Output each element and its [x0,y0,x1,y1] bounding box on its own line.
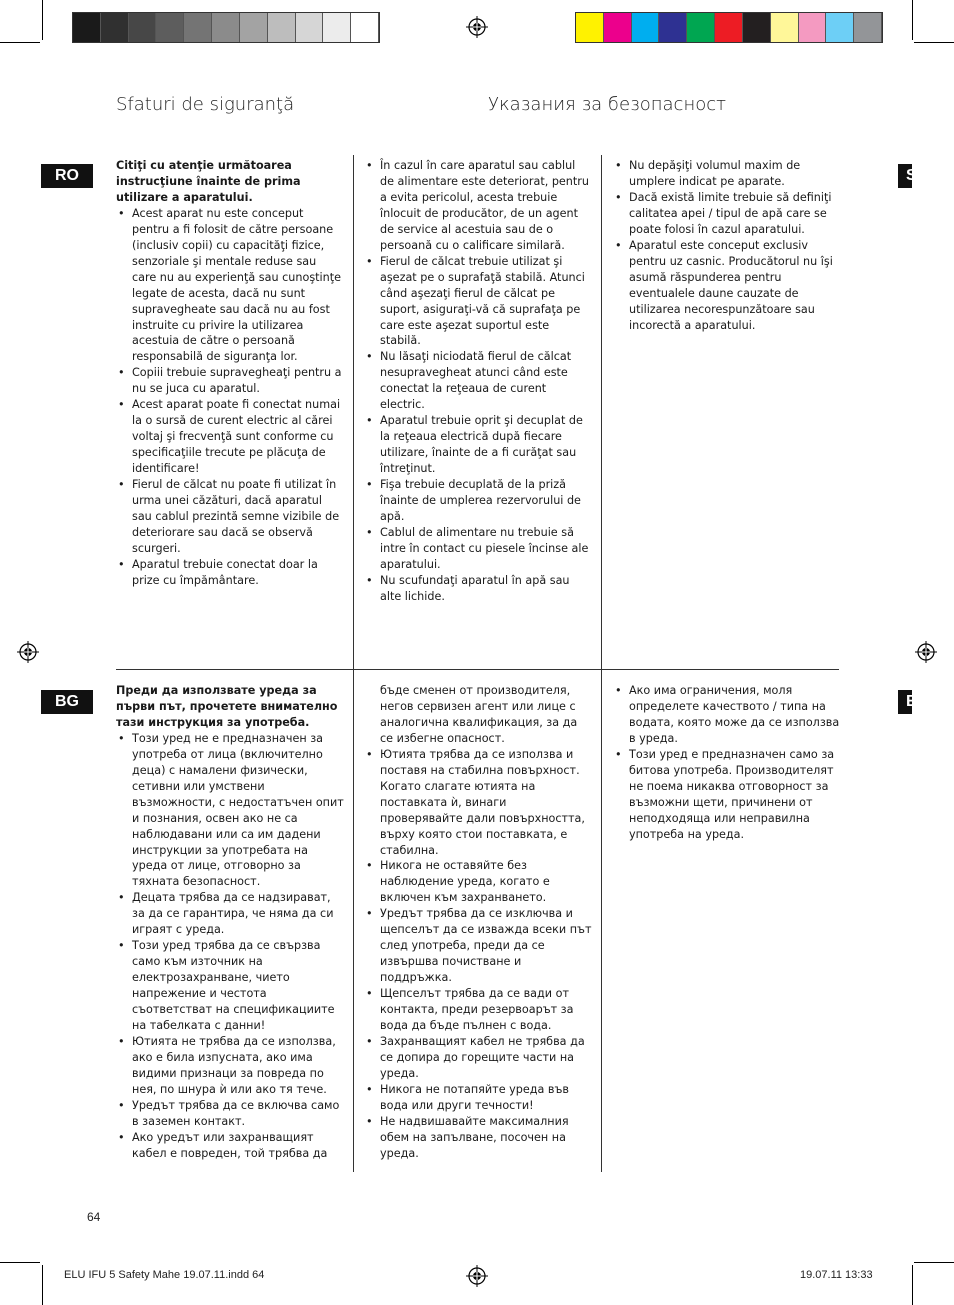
list-item: • Уредът трябва да се включва само в заземен контакт. [116,1098,344,1130]
list-item: • Fierul de călcat trebuie utilizat şi aşezat pe o suprafaţă stabilă. Atunci când aşezaţi fierul de călcat pe suport, asiguraţi-vă că suprafaţa pe care este aşezat suportul este stabilă. [364,254,592,350]
ro-column-2 [364,158,592,605]
list-item: • Този уред е предназначен само за битова употреба. Производителят не поема никаква отговорност за възможни щети, причинени от неподходяща или неправилна употреба на уреда. [613,747,841,843]
list-item: • Copiii trebuie supravegheaţi pentru a nu se juca cu aparatul. [116,365,344,397]
list-item: • Nu scufundaţi aparatul în apă sau alte lichide. [364,573,592,605]
color-swatch [323,13,351,42]
page-number: 64 [87,1210,101,1224]
crop-mark [912,0,913,40]
color-swatch [659,13,687,42]
bg-continuation: бъде сменен от производителя, негов сервизен агент или лице с аналогична квалификация, за да се избегне опасност. [380,684,578,745]
registration-mark-icon [915,641,937,663]
list-item: • În cazul în care aparatul sau cablul de alimentare este deteriorat, pentru a evita pericolul, acesta trebuie înlocuit de producător, de un agent de service al acestuia sau de o persoană cu o calificare similară. [364,158,592,254]
list-item: • Aparatul este conceput exclusiv pentru uz casnic. Producătorul nu îşi asumă răspunderea pentru eventualele daune cauzate de utilizarea necorespunzătoare sau incorectă a aparatului. [613,238,841,334]
color-swatch [604,13,632,42]
color-swatch [351,13,379,42]
list-item: • Nu lăsaţi niciodată fierul de călcat nesupravegheat atunci când este conectat la reţeaua de curent electric. [364,349,592,413]
list-item: • Acest aparat nu este conceput pentru a fi folosit de către persoane (inclusiv copii) cu capacităţi fizice, senzoriale şi mentale reduse sau care nu au experienţă sau cunoştinţe legate de acesta, dacă nu sunt supravegheate sau dacă nu au fost instruite cu privire la utilizarea acestuia de către o persoană responsabilă de siguranţa lor. [116,206,344,366]
list-item: • Aparatul trebuie conectat doar la prize cu împământare. [116,557,344,589]
list-item: • Cablul de alimentare nu trebuie să intre în contact cu piesele încinse ale aparatului. [364,525,592,573]
crop-mark [0,1262,40,1263]
bg-column-1 [116,683,344,1162]
ro-intro: Citiţi cu atenţie următoarea instrucţiune înainte de prima utilizare a aparatului. [116,159,301,204]
list-item: • Fişa trebuie decuplată de la priză înainte de umplerea rezervorului de apă. [364,477,592,525]
list-item: • Никога не оставяйте без наблюдение уреда, когато е включен към захранването. [364,858,592,906]
color-swatch [296,13,324,42]
registration-mark-icon [466,16,488,38]
color-swatch [240,13,268,42]
bg-list-3 [613,683,841,843]
bg-column-2 [364,683,592,1162]
registration-mark-icon [17,641,39,663]
color-swatch [576,13,604,42]
crop-mark [0,42,40,43]
ro-list-3 [613,158,841,333]
list-item: • Никога не потапяйте уреда във вода или други течности! [364,1082,592,1114]
gray-calibration-bar [72,12,380,43]
color-swatch [771,13,799,42]
bg-column-3 [613,683,841,843]
language-tag-ro: RO [41,164,93,188]
color-swatch [101,13,129,42]
column-divider [353,669,354,1172]
color-swatch [129,13,157,42]
color-swatch [743,13,771,42]
list-item: • Ютията не трябва да се използва, ако е била изпусната, ако има видими признаци за повреда по нея, по шнура ѝ или ако тя тече. [116,1034,344,1098]
color-swatch [826,13,854,42]
language-tag-edge: E [898,690,912,714]
section-divider [116,669,839,670]
ro-list-2 [364,158,592,605]
column-divider [353,155,354,669]
file-info: ELU IFU 5 Safety Mahe 19.07.11.indd 64 [64,1269,265,1281]
color-swatch [632,13,660,42]
list-item: • Не надвишавайте максималния обем на запълване, посочен на уреда. [364,1114,592,1162]
color-calibration-bar [575,12,883,43]
list-item: • Fierul de călcat nu poate fi utilizat în urma unei căzături, dacă aparatul sau cablul prezintă semne vizibile de deteriorare sau dacă se observă scurgeri. [116,477,344,557]
list-item: • Acest aparat poate fi conectat numai la o sursă de curent electric al cărei voltaj şi frecvenţă sunt conforme cu specificaţiile trecute pe plăcuţa de identificare! [116,397,344,477]
color-swatch [687,13,715,42]
list-item: • Този уред не е предназначен за употреба от лица (включително деца) с намалени физически, сетивни или умствени възможности, с недостатъчен опит и познания, освен ако не са наблюдавани или са им дадени инструкции за употребата на уреда от лице, отговорно за тяхната безопасност. [116,731,344,891]
list-item: • Този уред трябва да се свързва само към източник на електрозахранване, чието напрежение и честота съответстват на спецификациите на табелката с данни! [116,938,344,1034]
color-swatch [184,13,212,42]
color-swatch [715,13,743,42]
crop-mark [914,1262,954,1263]
color-swatch [212,13,240,42]
color-swatch [799,13,827,42]
page-title-ro: Sfaturi de siguranţă [116,94,295,115]
ro-column-1 [116,158,344,589]
list-item: • Децата трябва да се надзирават, за да се гарантира, че няма да си играят с уреда. [116,890,344,938]
color-swatch [156,13,184,42]
list-item: • Dacă există limite trebuie să definiţi calitatea apei / tipul de apă care se poate folosi în cazul aparatului. [613,190,841,238]
crop-mark [912,1265,913,1305]
color-swatch [73,13,101,42]
ro-list-1 [116,206,344,589]
list-item: • Ако има ограничения, моля определете качеството / типа на водата, която може да се използва в уреда. [613,683,841,747]
language-tag-bg: BG [41,690,93,714]
list-item: • Ако уредът или захранващият кабел е повреден, той трябва да [116,1130,344,1162]
list-item: • Ютията трябва да се използва и поставя на стабилна повърхност. Когато слагате ютията на поставката ѝ, винаги проверявайте дали повърхността, върху която стои поставката, е стабилна. [364,747,592,859]
language-tag-edge: S [898,164,912,188]
bg-list-1 [116,731,344,1162]
color-swatch [268,13,296,42]
column-divider [601,669,602,1172]
list-item: • Захранващият кабел не трябва да се допира до горещите части на уреда. [364,1034,592,1082]
list-item: • Щепселът трябва да се вади от контакта, преди резервоарът за вода да бъде пълнен с вода. [364,986,592,1034]
bg-list-2 [364,747,592,1162]
crop-mark [42,1265,43,1305]
page-title-bg: Указания за безопасност [488,94,727,115]
color-swatch [854,13,882,42]
column-divider [601,155,602,669]
crop-mark [42,0,43,40]
list-item: • Уредът трябва да се изключва и щепселът да се изважда всеки път след употреба, преди да се извършва почистване и поддръжка. [364,906,592,986]
registration-mark-icon [466,1265,488,1287]
crop-mark [914,42,954,43]
bg-intro: Преди да използвате уреда за първи път, прочетете внимателно тази инструкция за употреба. [116,684,338,729]
list-item: • Aparatul trebuie oprit şi decuplat de la reţeaua electrică după fiecare utilizare, înainte de a fi curăţat sau întreţinut. [364,413,592,477]
list-item: • Nu depăşiţi volumul maxim de umplere indicat pe aparate. [613,158,841,190]
ro-column-3 [613,158,841,333]
print-date-time: 19.07.11 13:33 [800,1269,873,1281]
